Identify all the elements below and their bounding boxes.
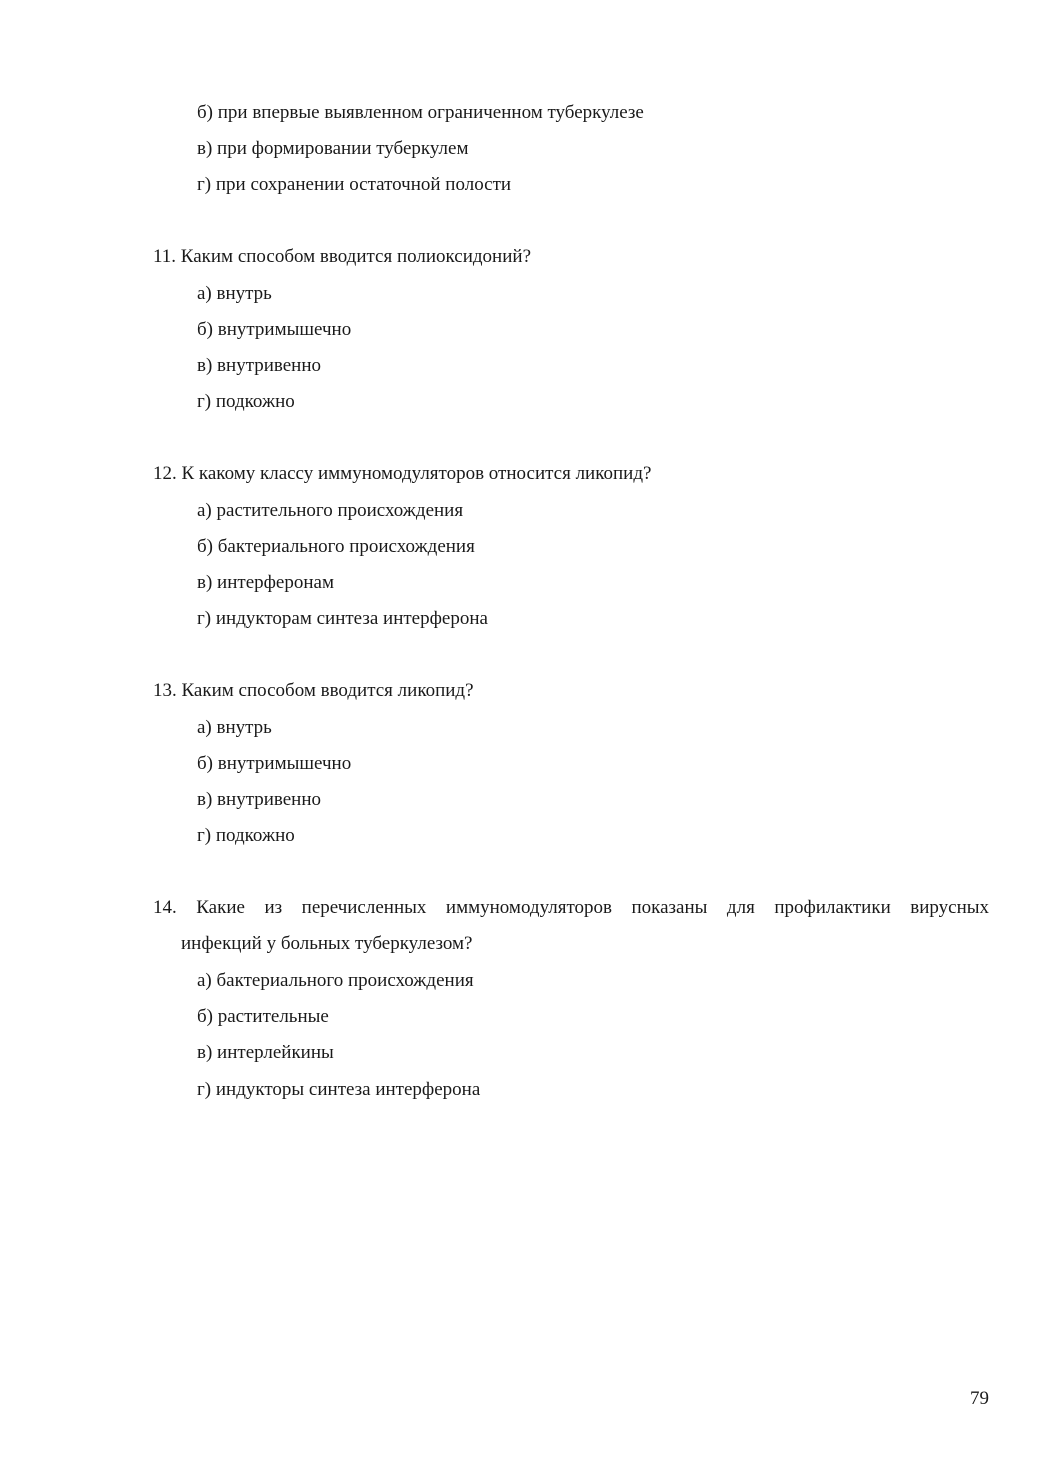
option-item: б) бактериального происхождения — [197, 536, 475, 557]
question-text: 12. К какому классу иммуномодуляторов относится ликопид? — [153, 463, 652, 484]
option-item: а) растительного происхождения — [197, 500, 464, 521]
option-item: а) внутрь — [197, 283, 272, 304]
question-text: 11. Каким способом вводится полиоксидоний? — [153, 246, 531, 267]
option-item: г) подкожно — [197, 825, 295, 846]
option-item: г) индукторам синтеза интерферона — [197, 608, 488, 629]
page-number: 79 — [970, 1388, 989, 1409]
option-item: а) бактериального происхождения — [197, 970, 474, 991]
option-item: в) внутривенно — [197, 355, 322, 376]
question-text-line: 14. Какие из перечисленных иммуномодуляторов показаны для профилактики вирусных — [153, 897, 989, 918]
option-item: в) интерферонам — [197, 572, 334, 593]
option-item: в) при формировании туберкулем — [197, 138, 469, 159]
option-item: б) растительные — [197, 1006, 329, 1027]
option-item: г) индукторы синтеза интерферона — [197, 1079, 481, 1100]
option-item: в) интерлейкины — [197, 1042, 334, 1063]
option-item: б) при впервые выявленном ограниченном туберкулезе — [197, 102, 644, 123]
question-text-line: инфекций у больных туберкулезом? — [181, 933, 473, 954]
question-text — [153, 896, 989, 956]
option-item: г) при сохранении остаточной полости — [197, 174, 512, 195]
option-item: в) внутривенно — [197, 789, 322, 810]
option-item: г) подкожно — [197, 391, 295, 412]
option-item: а) внутрь — [197, 717, 272, 738]
option-item: б) внутримышечно — [197, 753, 352, 774]
option-item: б) внутримышечно — [197, 319, 352, 340]
question-text: 13. Каким способом вводится ликопид? — [153, 680, 474, 701]
